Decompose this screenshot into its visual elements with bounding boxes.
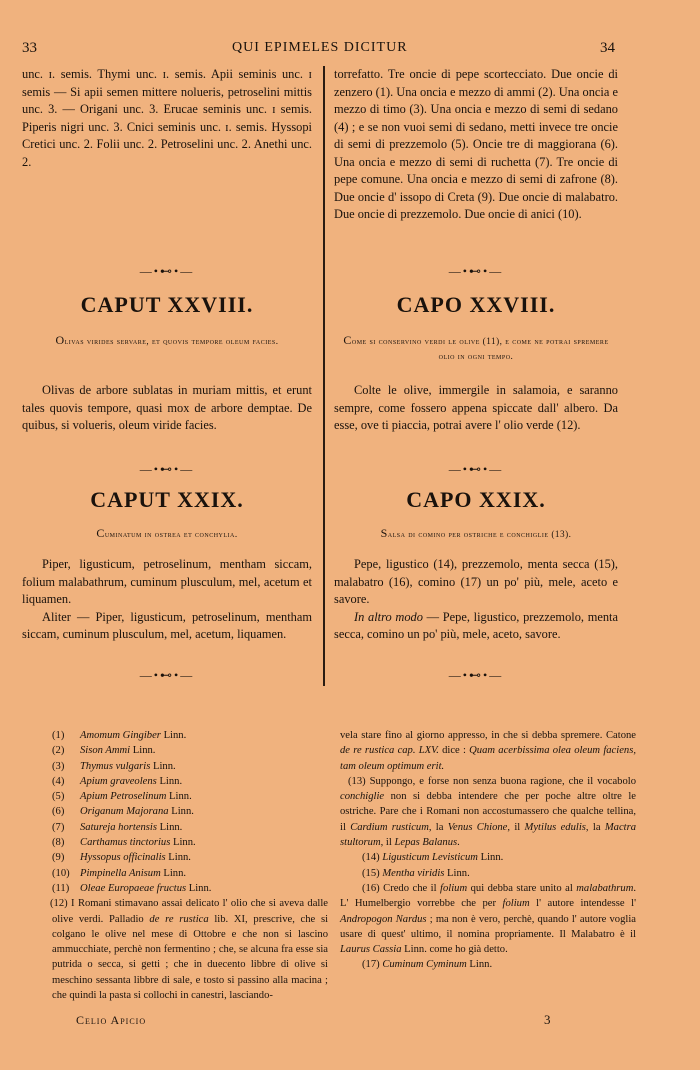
footnote-12-text-c: lib. XI, prescrive, che si colgano le olive nel mese di Ottobre e che non si lascino ammucchiate, perchè non fermentino ; che, se alcuna fra esse sia putrida o secca, si getti ; che in duecento libbre di olive si meschino sessanta libbre di sale, e tosto si passino alla macina ; che quindi la pasta si collochi in canestri, lasciando- — [52, 913, 329, 1002]
footnote-17 — [340, 957, 636, 972]
footnote-species: Amomum Gingiber — [80, 730, 161, 741]
footnote-number: (4) — [52, 775, 65, 787]
fn16-e: . L' Humelbergio vorrebbe che per — [340, 882, 636, 910]
footnote-12-text-a: (12) I Romani stimavano assai delicato l' olio che si aveva dalle olive verdi. Palladio — [50, 898, 328, 925]
fn16-i: ; ma non è vero, perchè, quando l' autore voglia usare di quest' ultimo, il nomina propriamente. Il Malabatro è il — [340, 913, 636, 940]
page-number-right: 34 — [600, 40, 615, 56]
fn16-j: Laurus Cassia — [340, 944, 402, 956]
italian-capo29-body — [334, 556, 618, 644]
column-divider — [323, 66, 325, 686]
footnote-12-title: de re rustica — [149, 913, 209, 925]
fn16-h: Andropogon Nardus — [340, 913, 427, 925]
fn16-c: qui debba stare unito al — [467, 882, 577, 894]
footnote-12-continued — [340, 728, 636, 774]
fn12c-b: de re rustica cap. LXV. — [340, 745, 439, 757]
fn13-k: , il — [380, 837, 395, 849]
footnote-item — [52, 743, 328, 758]
fn13-j: Mactra stultorum — [340, 821, 637, 849]
italian-capo29-subtitle: Salsa di comino per ostriche e conchiglie (13). — [380, 526, 572, 540]
fn13-d: Cardium rusticum — [350, 821, 429, 833]
fn14-auth: Linn. — [477, 852, 504, 864]
latin-cap29-title: CAPUT XXIX. — [90, 487, 244, 512]
footnote-14 — [340, 850, 636, 865]
fn12c-c: dice : — [438, 745, 470, 757]
fn14-num: (14) — [362, 852, 380, 864]
footnote-species: Thymus vulgaris — [80, 760, 151, 772]
latin-cap28-title: CAPUT XXVIII. — [80, 292, 254, 317]
fn17-name: Cuminum Cyminum — [382, 959, 467, 971]
footnote-15 — [340, 866, 636, 881]
footnote-authority: Linn. — [170, 837, 196, 849]
italian-capo29-p2-lead: In altro modo — [354, 609, 423, 624]
footnote-authority: Linn. — [166, 791, 192, 803]
fn15-name: Mentha viridis — [382, 867, 445, 879]
fn17-auth: Linn. — [466, 959, 493, 971]
fn13-f: Venus Chione — [447, 821, 508, 833]
footnote-item — [52, 820, 328, 835]
fn13-m: . — [457, 837, 460, 849]
fn16-f: folium — [502, 898, 530, 910]
footnote-species: Satureja hortensis — [80, 821, 158, 833]
footnote-item — [52, 866, 328, 881]
italian-intro-text: torrefatto. Tre oncie di pepe scortecciato. Due oncie di zenzero (1). Una oncia e mezzo di ammi (2). Una oncia e mezzo di timo (3). Una oncia e mezzo di semi di sedano (4) ; e se non vuoi semi di sedano, metti invece tre oncie di semi di prezzemolo (5). Oncie tre di maggiorana (6). Una oncia e mezzo di semi di ruchetta (7). Tre oncie di pepe comune. Una oncia e mezzo di semi di zafrone (8). Due oncie d' issopo di Creta (9). Due oncie di malabatro. Due oncie di prezzemolo. Due oncie di anici (10). — [334, 67, 618, 221]
footnote-number: (6) — [52, 806, 65, 818]
latin-cap28-body — [22, 382, 312, 435]
latin-cap29-p1: Piper, ligusticum, petroselinum, mentham siccam, folium malabathrum, cuminum plusculum, mel, acetum et liquamen. — [22, 557, 312, 606]
fn16-g: l' autore intendesse l' — [529, 898, 636, 910]
footnote-item — [52, 835, 328, 850]
footnote-authority: Linn. — [130, 745, 156, 757]
fn13-e: , la — [428, 821, 448, 833]
footnote-species: Apium graveolens — [80, 775, 157, 787]
fn16-d: malabathrum — [576, 882, 634, 894]
footnote-species: Sison Ammi — [80, 745, 131, 757]
fn14-name: Ligusticum Levisticum — [382, 852, 478, 864]
fn15-auth: Linn. — [444, 867, 470, 879]
footnote-number: (1) — [52, 730, 65, 741]
italian-capo28-title: CAPO XXVIII. — [396, 292, 556, 317]
fn13-a: (13) Suppongo, e forse non senza buona ragione, che il vocabolo — [348, 775, 636, 787]
footnote-authority: Linn. — [160, 730, 187, 741]
footnote-item — [52, 804, 328, 819]
footnote-authority: Linn. — [165, 852, 191, 864]
fn13-i: , la — [585, 821, 605, 833]
italian-capo29-title: CAPO XXIX. — [406, 487, 546, 512]
footnotes-left — [52, 728, 328, 1003]
signature-number: 3 — [544, 1012, 551, 1027]
latin-cap29-p2: Aliter — Piper, ligusticum, petroselinum, mentham siccam, cuminum plusculum, mel, acetum, liquamen. — [22, 609, 312, 641]
footnote-species: Origanum Majorana — [80, 806, 169, 818]
fn17-num: (17) — [362, 959, 380, 971]
footnote-species: Hyssopus officinalis — [80, 852, 166, 864]
fn12c-d: Quam acerbissima olea oleum faciens, tam oleum optimum erit. — [340, 745, 636, 772]
italian-capo28-body — [334, 382, 618, 435]
italian-capo29-p2-text: — Pepe, ligustico, prezzemolo, menta secca, comino un po' più, mele, aceto, savore. — [334, 609, 618, 641]
page-number-left: 33 — [22, 40, 37, 56]
latin-intro-text: unc. ɪ. semis. Thymi unc. ɪ. semis. Apii seminis unc. ɪ semis — Si apii semen mittere nolueris, petroselini mittis unc. 3. — Origani unc. 3. Erucae seminis unc. ɪ semis. Piperis nigri unc. 3. Cnici seminis unc. ɪ. semis. Hyssopi Cretici unc. 2. Folii unc. 2. Petroselini unc. 2. Anethi unc. 2. — [22, 67, 312, 169]
fn13-h: Mytilus edulis — [524, 821, 586, 833]
footnote-item — [52, 881, 328, 896]
footnote-number: (5) — [52, 791, 65, 803]
fn15-num: (15) — [362, 867, 380, 879]
footnote-number: (10) — [52, 867, 70, 879]
footnote-item — [52, 774, 328, 789]
fn16-b: folium — [440, 882, 468, 894]
footnote-authority: Linn. — [168, 806, 194, 818]
footnote-number: (3) — [52, 760, 65, 772]
footnote-number: (2) — [52, 745, 65, 757]
running-title: QUI EPIMELES DICITUR — [232, 40, 408, 55]
fn16-a: (16) Credo che il — [362, 882, 441, 894]
footnote-list — [52, 728, 328, 896]
footnote-species: Pimpinella Anisum — [80, 867, 161, 879]
italian-capo28-subtitle: Come si conservino verdi le olive (11), e come ne potrai spremere olio in ogni tempo. — [343, 333, 609, 361]
footnote-number: (7) — [52, 821, 65, 833]
footnote-authority: Linn. — [160, 867, 187, 879]
footnotes-right — [340, 728, 636, 973]
ornament: —•⊷•— — [448, 668, 504, 682]
footnote-authority: Linn. — [157, 821, 183, 833]
fn13-g: , il — [507, 821, 525, 833]
footnote-species: Apium Petroselinum — [80, 791, 167, 803]
footnote-authority: Linn. — [156, 775, 183, 787]
footnote-item — [52, 789, 328, 804]
fn13-l: Lepas Balanus — [394, 837, 458, 849]
latin-cap29-subtitle: Cuminatum in ostrea et conchylia. — [96, 526, 238, 540]
footnote-12 — [52, 896, 328, 1003]
footnote-authority: Linn. — [150, 760, 176, 772]
latin-cap29-body — [22, 556, 312, 644]
italian-capo28-text: Colte le olive, immergile in salamoia, e saranno sempre, come fossero appena spiccate dall' albero. Da esse, ove ti piaccia, potrai avere l' olio verde (12). — [334, 383, 618, 432]
ornament: —•⊷•— — [139, 264, 195, 278]
fn13-c: non si debba intendere che per poche altre oltre le ostriche. Pare che i Romani non accostumassero che qualche tellina, il — [340, 791, 636, 833]
footnote-species: Oleae Europaeae fructus — [80, 882, 187, 894]
ornament: —•⊷•— — [448, 264, 504, 278]
footnote-number: (11) — [52, 882, 70, 894]
ornament: —•⊷•— — [139, 668, 195, 682]
italian-intro — [334, 66, 618, 224]
footnote-number: (8) — [52, 837, 65, 849]
latin-cap28-subtitle: Olivas virides servare, et quovis tempore oleum facies. — [55, 333, 279, 347]
footnote-13 — [340, 774, 636, 850]
latin-intro — [22, 66, 312, 171]
italian-capo29-p1: Pepe, ligustico (14), prezzemolo, menta secca (15), malabatro (16), comino (17) un po' più, mele, aceto e savore. — [334, 557, 618, 606]
latin-cap28-text: Olivas de arbore sublatas in muriam mittis, et erunt tales quovis tempore, quasi mox de arbore demptae. De quibus, si volueris, oleum viride facies. — [22, 383, 312, 432]
footnote-species: Carthamus tinctorius — [80, 837, 171, 849]
footnote-item — [52, 759, 328, 774]
ornament: —•⊷•— — [448, 462, 504, 476]
ornament: —•⊷•— — [139, 462, 195, 476]
footnote-number: (9) — [52, 852, 65, 864]
footnote-item — [52, 728, 328, 743]
fn16-k: Linn. come ho già detto. — [401, 944, 508, 956]
signature-mark: Celio Apicio — [76, 1013, 147, 1027]
footnote-item — [52, 850, 328, 865]
fn13-b: conchiglie — [340, 791, 385, 803]
italian-capo29-p2 — [334, 609, 618, 644]
footnote-16 — [340, 881, 636, 957]
footnote-authority: Linn. — [186, 882, 212, 894]
fn12c-a: vela stare fino al giorno appresso, in che si debba spremere. Catone — [340, 730, 636, 741]
